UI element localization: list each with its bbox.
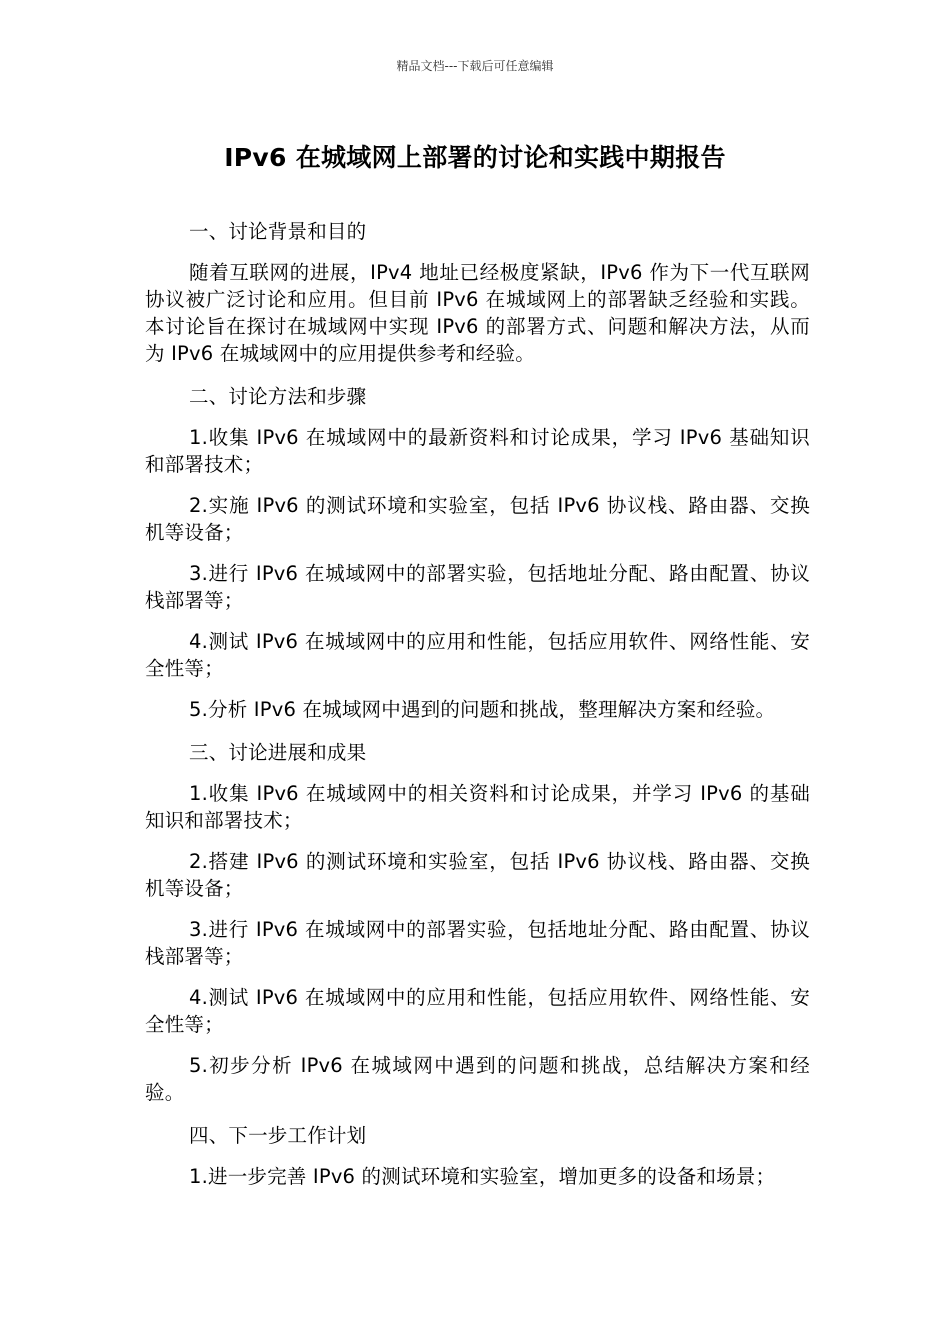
document-title: IPv6 在城域网上部署的讨论和实践中期报告: [224, 143, 726, 172]
section-heading-1: 一、讨论背景和目的: [189, 220, 367, 243]
document-body: [145, 216, 810, 1190]
progress-item-1: 1.收集 IPv6 在城域网中的相关资料和讨论成果，并学习 IPv6 的基础知识和部署技术；: [145, 782, 810, 832]
paragraph-background: 随着互联网的进展，IPv4 地址已经极度紧缺，IPv6 作为下一代互联网协议被广泛讨论和应用。但目前 IPv6 在城域网上的部署缺乏经验和实践。本讨论旨在探讨在城域网中实现 IPv6 的部署方式、问题和解决方法，从而为 IPv6 在城域网中的应用提供参考和经验。: [145, 261, 810, 365]
method-step-3: 3.进行 IPv6 在城域网中的部署实验，包括地址分配、路由配置、协议栈部署等；: [145, 562, 810, 612]
method-step-4: 4.测试 IPv6 在城域网中的应用和性能，包括应用软件、网络性能、安全性等；: [145, 630, 810, 680]
method-step-1: 1.收集 IPv6 在城域网中的最新资料和讨论成果，学习 IPv6 基础知识和部署技术；: [145, 426, 810, 476]
progress-item-2: 2.搭建 IPv6 的测试环境和实验室，包括 IPv6 协议栈、路由器、交换机等设备；: [145, 850, 810, 900]
method-step-2: 2.实施 IPv6 的测试环境和实验室，包括 IPv6 协议栈、路由器、交换机等设备；: [145, 494, 810, 544]
method-step-5: 5.分析 IPv6 在城域网中遇到的问题和挑战，整理解决方案和经验。: [189, 698, 776, 721]
section-heading-3: 三、讨论进展和成果: [189, 741, 367, 764]
section-heading-4: 四、下一步工作计划: [189, 1124, 367, 1147]
progress-item-3: 3.进行 IPv6 在城域网中的部署实验，包括地址分配、路由配置、协议栈部署等；: [145, 918, 810, 968]
page-header: 精品文档---下载后可任意编辑: [396, 59, 554, 73]
plan-item-1: 1.进一步完善 IPv6 的测试环境和实验室，增加更多的设备和场景；: [189, 1165, 776, 1188]
section-heading-2: 二、讨论方法和步骤: [189, 385, 367, 408]
progress-item-4: 4.测试 IPv6 在城域网中的应用和性能，包括应用软件、网络性能、安全性等；: [145, 986, 810, 1036]
progress-item-5: 5.初步分析 IPv6 在城域网中遇到的问题和挑战，总结解决方案和经验。: [145, 1054, 810, 1104]
